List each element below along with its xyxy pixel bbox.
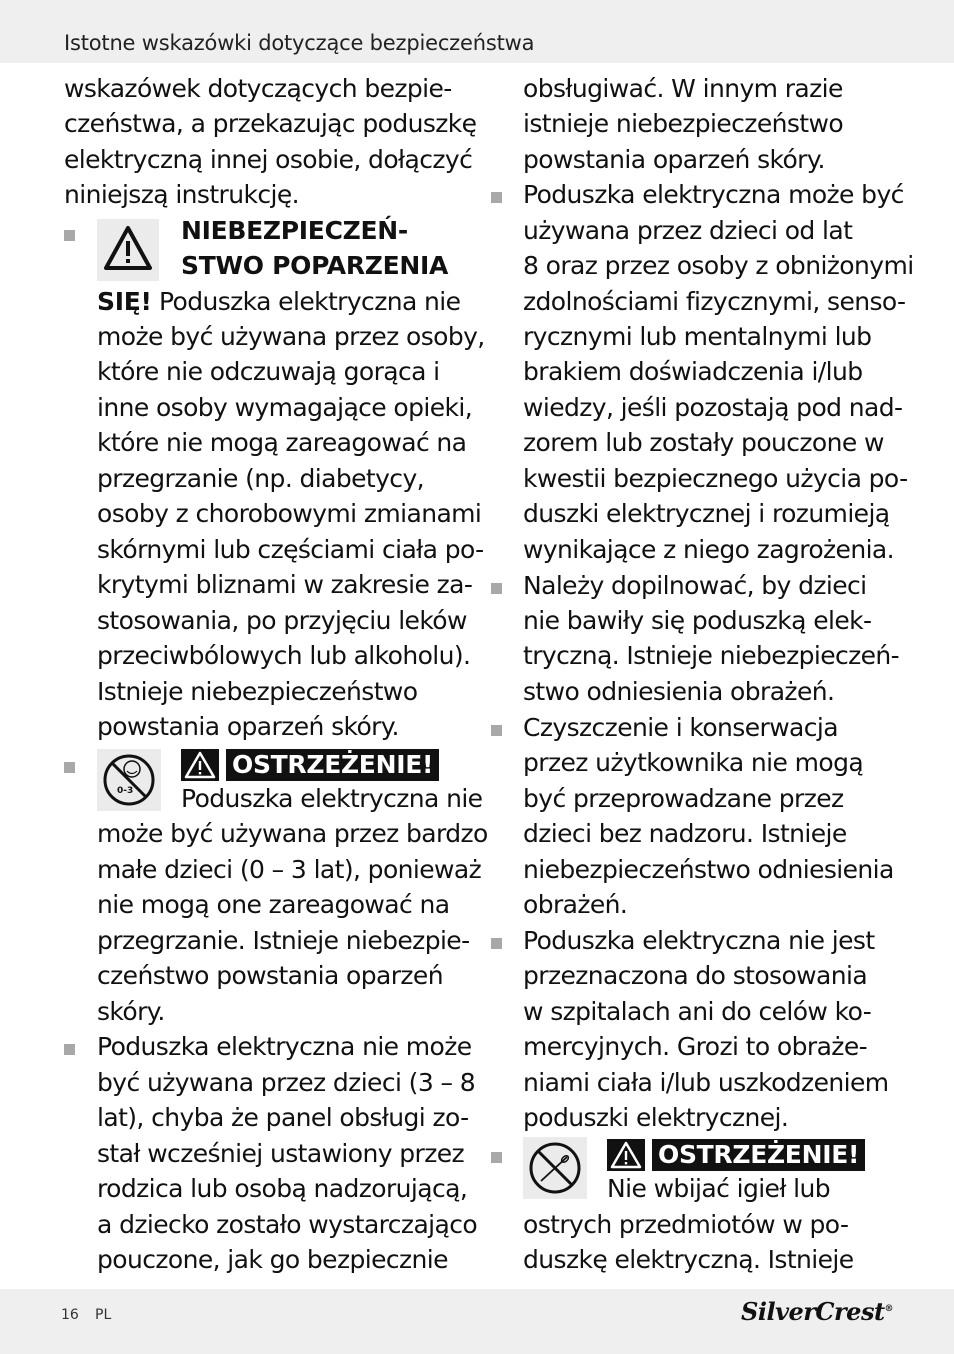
warning-label: OSTRZEŻENIE! bbox=[652, 1139, 865, 1171]
burn-first-line bbox=[97, 287, 460, 317]
warning1-body-line: czeństwo powstania oparzeń bbox=[97, 961, 443, 990]
warning1-body-line: małe dzieci (0 – 3 lat), ponieważ bbox=[97, 855, 482, 884]
cleaning-body-line: dzieci bez nadzoru. Istnieje bbox=[523, 819, 847, 848]
warning-triangle-icon bbox=[181, 749, 219, 781]
intro-line: czeństwa, a przekazując poduszkę bbox=[64, 109, 477, 138]
continued-line: istnieje niebezpieczeństwo bbox=[523, 109, 844, 138]
burn-body-line: przeciwbólowych lub alkoholu). bbox=[97, 641, 471, 670]
warning-label-icon-box bbox=[181, 749, 219, 781]
page-number: 16 bbox=[61, 1307, 79, 1323]
burn-body-line: które nie odczuwają gorąca i bbox=[97, 357, 440, 386]
burn-first-line-text: Poduszka elektryczna nie bbox=[151, 287, 461, 316]
cleaning-body-line: przez użytkownika nie mogą bbox=[523, 748, 864, 777]
warning1-body-line: Poduszka elektryczna nie bbox=[181, 784, 483, 813]
intro-line: wskazówek dotyczących bezpie- bbox=[64, 74, 452, 103]
page-language: PL bbox=[95, 1307, 112, 1323]
burn-title-line: STWO POPARZENIA bbox=[181, 251, 449, 280]
usage-body-line: wiedzy, jeśli pozostają pod nad- bbox=[523, 393, 903, 422]
burn-title-line: NIEBEZPIECZEŃ- bbox=[181, 216, 408, 245]
burn-title-end: SIĘ! bbox=[97, 287, 152, 316]
play-body-line: Należy dopilnować, by dzieci bbox=[523, 571, 867, 600]
bullet-marker bbox=[491, 725, 502, 736]
hospital-body-line: przeznaczona do stosowania bbox=[523, 961, 868, 990]
no-needles-icon bbox=[523, 1137, 587, 1199]
age-icon-text: 0-3 bbox=[117, 786, 134, 796]
hospital-body-line: niami ciała i/lub uszkodzeniem bbox=[523, 1068, 889, 1097]
usage-body-line: brakiem doświadczenia i/lub bbox=[523, 357, 863, 386]
continued-line: powstania oparzeń skóry. bbox=[523, 145, 825, 174]
cleaning-body-line: być przeprowadzane przez bbox=[523, 784, 844, 813]
play-body-line: tryczną. Istnieje niebezpieczeń- bbox=[523, 641, 900, 670]
warning1-body-line: może być używana przez bardzo bbox=[97, 819, 488, 848]
brand-mark: ® bbox=[884, 1304, 894, 1314]
children-body-line: być używana przez dzieci (3 – 8 bbox=[97, 1068, 476, 1097]
brand-logo bbox=[741, 1297, 893, 1326]
usage-body-line: używana przez dzieci od lat bbox=[523, 216, 853, 245]
burn-body-line: osoby z chorobowymi zmianami bbox=[97, 499, 482, 528]
no-small-children-icon bbox=[97, 749, 161, 811]
hospital-body-line: w szpitalach ani do celów ko- bbox=[523, 997, 872, 1026]
bullet-marker bbox=[491, 1152, 502, 1163]
warning2-body-line: duszkę elektryczną. Istnieje bbox=[523, 1245, 854, 1274]
continued-line: obsługiwać. W innym razie bbox=[523, 74, 843, 103]
child-prohibition-icon-box bbox=[97, 749, 161, 811]
intro-line: elektryczną innej osobie, dołączyć bbox=[64, 145, 473, 174]
bullet-marker bbox=[64, 230, 75, 241]
usage-body-line: Poduszka elektryczna może być bbox=[523, 180, 904, 209]
burn-body-line: Istnieje niebezpieczeństwo bbox=[97, 677, 418, 706]
children-body-line: lat), chyba że panel obsługi zo- bbox=[97, 1103, 469, 1132]
intro-line: niniejszą instrukcję. bbox=[64, 180, 299, 209]
usage-body-line: duszki elektrycznej i rozumieją bbox=[523, 499, 890, 528]
warning-label: OSTRZEŻENIE! bbox=[226, 749, 439, 781]
burn-body-line: powstania oparzeń skóry. bbox=[97, 712, 399, 741]
burn-body-line: inne osoby wymagające opieki, bbox=[97, 393, 473, 422]
bullet-marker bbox=[491, 938, 502, 949]
needle-prohibition-icon-box bbox=[523, 1137, 587, 1199]
cleaning-body-line: niebezpieczeństwo odniesienia bbox=[523, 855, 894, 884]
bullet-marker bbox=[491, 583, 502, 594]
brand-name: SilverCrest bbox=[741, 1297, 885, 1326]
bullet-marker bbox=[64, 1044, 75, 1055]
usage-body-line: wynikające z niego zagrożenia. bbox=[523, 535, 894, 564]
cleaning-body-line: obrażeń. bbox=[523, 890, 628, 919]
warning1-body-line: przegrzanie. Istnieje niebezpie- bbox=[97, 926, 470, 955]
burn-body-line: które nie mogą zareagować na bbox=[97, 428, 467, 457]
usage-body-line: rycznymi lub mentalnymi lub bbox=[523, 322, 872, 351]
bullet-marker bbox=[64, 762, 75, 773]
hospital-body-line: poduszki elektrycznej. bbox=[523, 1103, 789, 1132]
warning-triangle-icon bbox=[607, 1139, 645, 1171]
warning1-body-line: skóry. bbox=[97, 997, 165, 1026]
burn-body-line: krytymi bliznami w zakresie za- bbox=[97, 570, 473, 599]
hazard-icon-box bbox=[97, 219, 159, 281]
burn-body-line: przegrzanie (np. diabetycy, bbox=[97, 464, 424, 493]
hospital-body-line: Poduszka elektryczna nie jest bbox=[523, 926, 875, 955]
hospital-body-line: mercyjnych. Grozi to obraże- bbox=[523, 1032, 868, 1061]
usage-body-line: 8 oraz przez osoby z obniżonymi bbox=[523, 251, 914, 280]
cleaning-body-line: Czyszczenie i konserwacja bbox=[523, 713, 838, 742]
usage-body-line: kwestii bezpiecznego użycia po- bbox=[523, 464, 908, 493]
warning1-body-line: nie mogą one zareagować na bbox=[97, 890, 450, 919]
children-body-line: pouczone, jak go bezpiecznie bbox=[97, 1245, 448, 1274]
children-body-line: rodzica lub osobą nadzorującą, bbox=[97, 1174, 468, 1203]
children-body-line: Poduszka elektryczna nie może bbox=[97, 1032, 472, 1061]
warning2-body-line: Nie wbijać igieł lub bbox=[607, 1174, 831, 1203]
warning-triangle-icon bbox=[97, 219, 159, 281]
children-body-line: stał wcześniej ustawiony przez bbox=[97, 1139, 465, 1168]
play-body-line: nie bawiły się poduszką elek- bbox=[523, 606, 872, 635]
page-header bbox=[0, 0, 954, 63]
warning2-body-line: ostrych przedmiotów w po- bbox=[523, 1210, 849, 1239]
bullet-marker bbox=[491, 192, 502, 203]
burn-body-line: stosowania, po przyjęciu leków bbox=[97, 606, 467, 635]
header-title: Istotne wskazówki dotyczące bezpieczeństwa bbox=[64, 31, 535, 55]
burn-body-line: może być używana przez osoby, bbox=[97, 322, 485, 351]
play-body-line: stwo odniesienia obrażeń. bbox=[523, 677, 835, 706]
children-body-line: a dziecko zostało wystarczająco bbox=[97, 1210, 478, 1239]
usage-body-line: zdolnościami fizycznymi, senso- bbox=[523, 287, 906, 316]
warning-label-icon-box bbox=[607, 1139, 645, 1171]
burn-body-line: skórnymi lub częściami ciała po- bbox=[97, 535, 484, 564]
usage-body-line: zorem lub zostały pouczone w bbox=[523, 428, 884, 457]
